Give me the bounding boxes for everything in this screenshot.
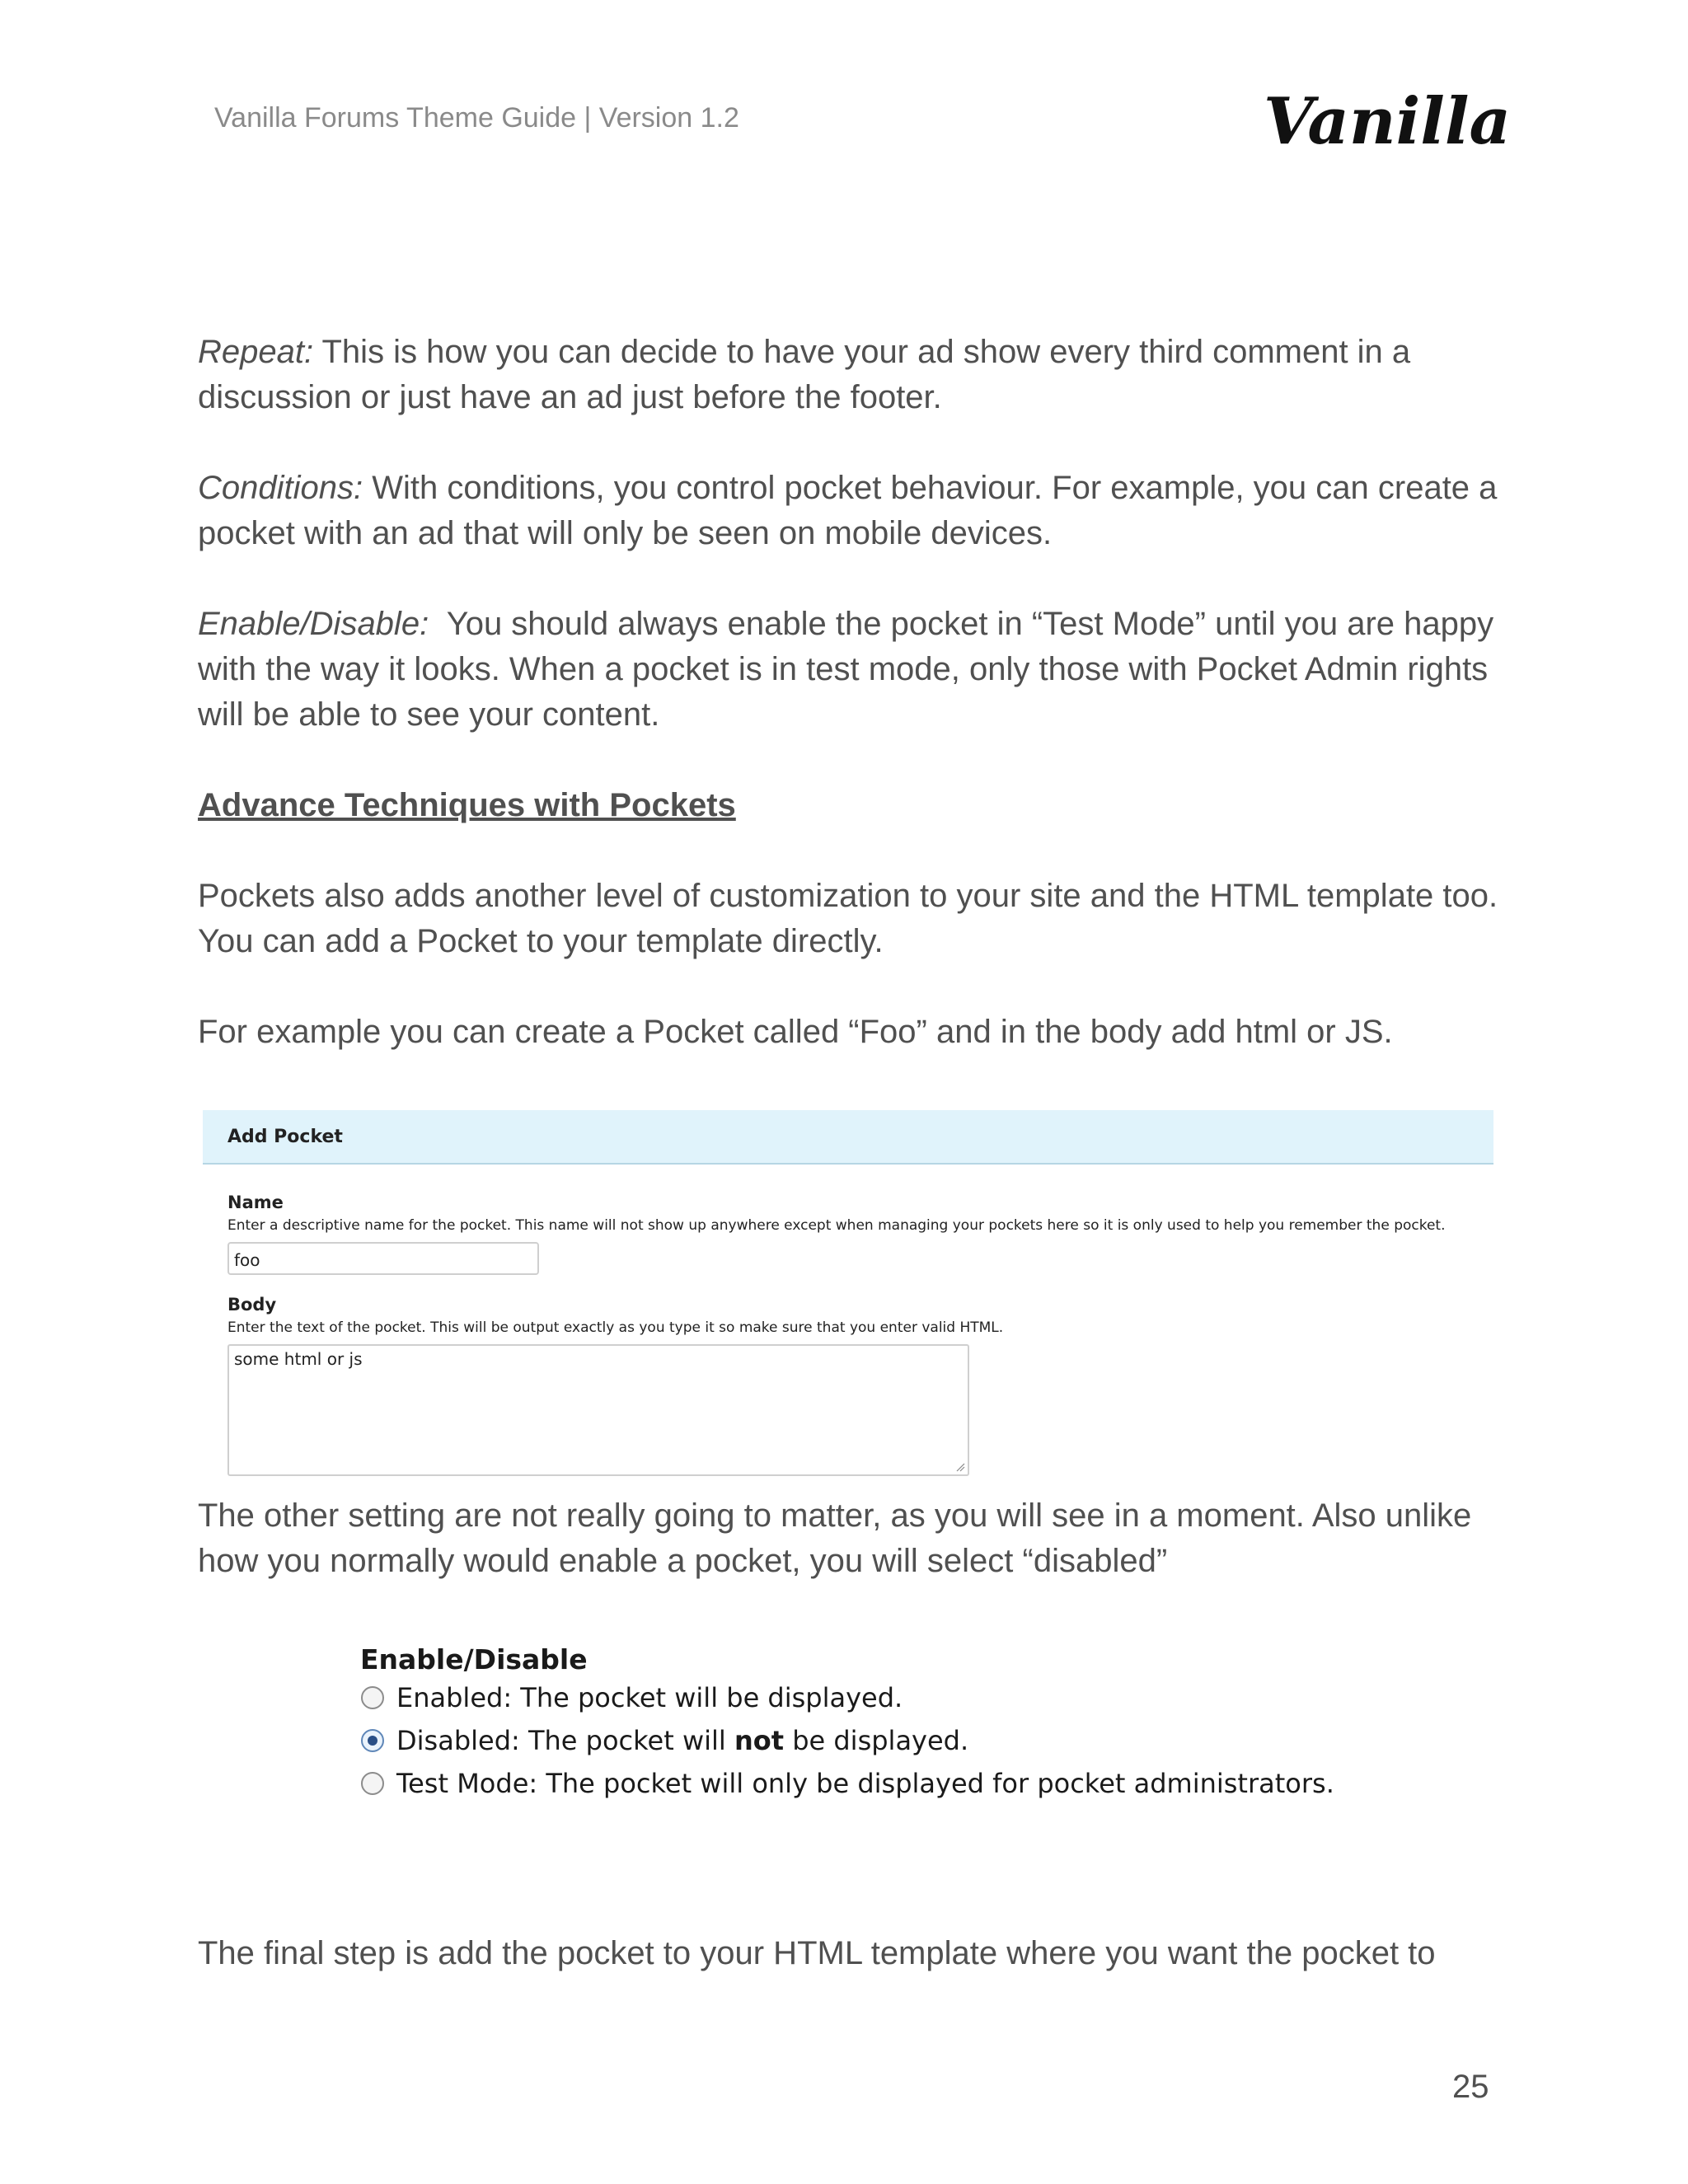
pockets-intro-paragraph: Pockets also adds another level of customization to your site and the HTML template too. You can add a Pocket to your template directly. [198,878,1498,959]
enabled-option-label: Enabled: The pocket will be displayed. [396,1682,903,1713]
document-header-title: Vanilla Forums Theme Guide | Version 1.2 [214,102,739,134]
repeat-text: This is how you can decide to have your ad show every third comment in a discussion or just have an ad just before the footer. [198,334,1411,415]
svg-text:Vanilla: Vanilla [1264,84,1512,159]
vanilla-logo [1257,76,1512,166]
radio-unchecked-icon[interactable] [360,1685,385,1710]
resize-grip-icon[interactable] [955,1462,965,1472]
section-heading: Advance Techniques with Pockets [198,787,736,823]
name-input[interactable]: foo [227,1242,539,1275]
enable-disable-title: Enable/Disable [360,1643,588,1675]
body-textarea[interactable] [227,1344,969,1476]
enable-disable-text: You should always enable the pocket in “Test Mode” until you are happy with the way it looks. When a pocket is in test mode, only those with Pocket Admin rights will be able to see your content. [198,606,1503,733]
radio-unchecked-icon[interactable] [360,1771,385,1796]
body-textarea-value: some html or js [234,1349,363,1369]
disabled-option-label-prefix: Disabled: The pocket will [396,1725,734,1756]
repeat-lead: Repeat: [198,334,314,370]
radio-checked-icon[interactable] [360,1728,385,1753]
disabled-option-label-suffix: be displayed. [784,1725,969,1756]
enable-disable-paragraph [198,602,1525,738]
repeat-paragraph [198,330,1525,420]
add-pocket-screenshot [203,1110,1493,1479]
document-body [198,330,1525,1100]
enable-disable-lead: Enable/Disable: [198,606,429,642]
conditions-text: With conditions, you control pocket behaviour. For example, you can create a pocket with an ad that will only be seen on mobile devices. [198,470,1498,551]
final-step-paragraph: The final step is add the pocket to your HTML template where you want the pocket to [198,1935,1436,1971]
disabled-option[interactable] [360,1722,968,1759]
name-label: Name [227,1193,284,1212]
other-settings-paragraph: The other setting are not really going to matter, as you will see in a moment. Also unlike how you normally would enable a pocket, you will select “disabled” [198,1497,1472,1579]
disabled-option-label-bold: not [734,1725,785,1756]
name-description: Enter a descriptive name for the pocket. This name will not show up anywhere except when managing your pockets here so it is only used to help you remember the pocket. [227,1217,1446,1234]
body-label: Body [227,1295,277,1315]
conditions-paragraph [198,466,1525,556]
test-mode-option-label: Test Mode: The pocket will only be displayed for pocket administrators. [396,1768,1334,1799]
add-pocket-title: Add Pocket [227,1127,343,1147]
test-mode-option[interactable] [360,1765,1334,1802]
body-description: Enter the text of the pocket. This will be output exactly as you type it so make sure that you enter valid HTML. [227,1319,1004,1336]
conditions-lead: Conditions: [198,470,363,506]
enable-disable-screenshot [360,1640,1333,1813]
add-pocket-header-bar [203,1110,1493,1165]
enabled-option[interactable] [360,1680,903,1716]
page-number: 25 [1452,2069,1489,2105]
example-paragraph: For example you can create a Pocket called “Foo” and in the body add html or JS. [198,1014,1393,1050]
